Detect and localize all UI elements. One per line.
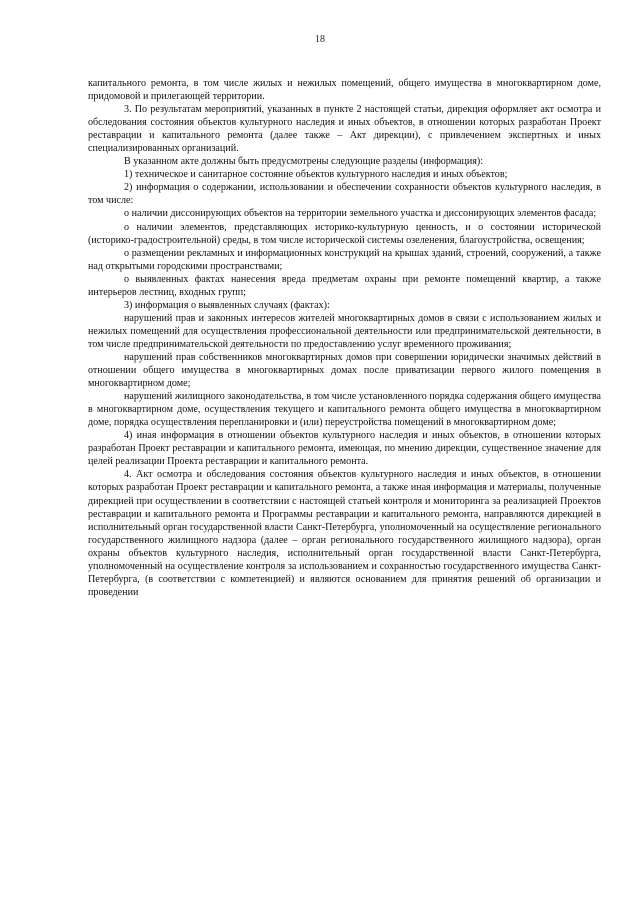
paragraph: о размещении рекламных и информационных конструкций на крышах зданий, строений, сооружений, а также над открытыми городскими пространствами; <box>88 247 601 272</box>
document-body <box>88 77 601 599</box>
paragraph: капитального ремонта, в том числе жилых и нежилых помещений, общего имущества в многоквартирном доме, придомовой и прилегающей территории. <box>88 78 601 103</box>
paragraph: о наличии элементов, представляющих историко-культурную ценность, и о состоянии исторической (историко-градостроительной) среды, в том числе исторической системы озеленения, благоустройства, освещения; <box>88 221 601 246</box>
paragraph: 3) информация о выявленных случаях (фактах): <box>124 299 330 311</box>
paragraph: нарушений прав и законных интересов жителей многоквартирных домов в связи с использованием жилых и нежилых помещений для осуществления профессиональной деятельности или предпринимательской деятельности, в том числе предпринимательской деятельности по предоставлению услуг временного проживания; <box>88 312 601 350</box>
paragraph: 4. Акт осмотра и обследования состояния объектов культурного наследия и иных объектов, в отношении которых разработан Проект реставрации и капитального ремонта, а также иная информация и материалы, полученные дирекцией при осуществлении в соответствии с настоящей статьей контроля и мониторинга за реализацией Проектов реставрации и капитального ремонта и Программы реставрации и капитального ремонта, направляются дирекцией в исполнительный орган государственной власти Санкт-Петербурга, уполномоченный на осуществление регионального государственного жилищного надзора (далее – орган регионального государственного жилищного надзора), орган охраны объектов культурного наследия, исполнительный орган государственной власти Санкт-Петербурга, уполномоченный на осуществление контроля за использованием и сохранностью государственного имущества Санкт-Петербурга, (в соответствии с компетенцией) и являются основанием для принятия решений об организации и проведении <box>88 469 601 598</box>
paragraph: 3. По результатам мероприятий, указанных в пункте 2 настоящей статьи, дирекция оформляет акт осмотра и обследования состояния объектов культурного наследия и иных объектов, в отношении которых разработан Проект реставрации и капитального ремонта (далее также – Акт дирекции), с привлечением экспертных и иных специализированных организаций. <box>88 104 601 155</box>
page-number: 18 <box>315 34 325 45</box>
paragraph: о выявленных фактах нанесения вреда предметам охраны при ремонте помещений квартир, а также интерьеров лестниц, входных групп; <box>88 273 601 298</box>
paragraph: нарушений прав собственников многоквартирных домов при совершении юридически значимых действий в отношении общего имущества в многоквартирных домах после приватизации первого жилого помещения в многоквартирном доме; <box>88 351 601 390</box>
paragraph: о наличии диссонирующих объектов на территории земельного участка и диссонирующих элементов фасада; <box>124 208 597 220</box>
paragraph: В указанном акте должны быть предусмотрены следующие разделы (информация): <box>124 156 484 168</box>
paragraph: 2) информация о содержании, использовании и обеспечении сохранности объектов культурного наследия, в том числе: <box>88 182 601 207</box>
paragraph: 4) иная информация в отношении объектов культурного наследия и иных объектов, в отношении которых разработан Проект реставрации и капитального ремонта, имеющая, по мнению дирекции, существенное значение для целей реализации Проекта реставрации и капитального ремонта. <box>88 430 601 468</box>
paragraph: нарушений жилищного законодательства, в том числе установленного порядка содержания общего имущества в многоквартирном доме, осуществления текущего и капитального ремонта общего имущества в многоквартирном доме, порядка осуществления перепланировки и (или) переустройства помещений в многоквартирном доме; <box>88 391 601 429</box>
paragraph: 1) техническое и санитарное состояние объектов культурного наследия и иных объектов; <box>124 169 508 181</box>
